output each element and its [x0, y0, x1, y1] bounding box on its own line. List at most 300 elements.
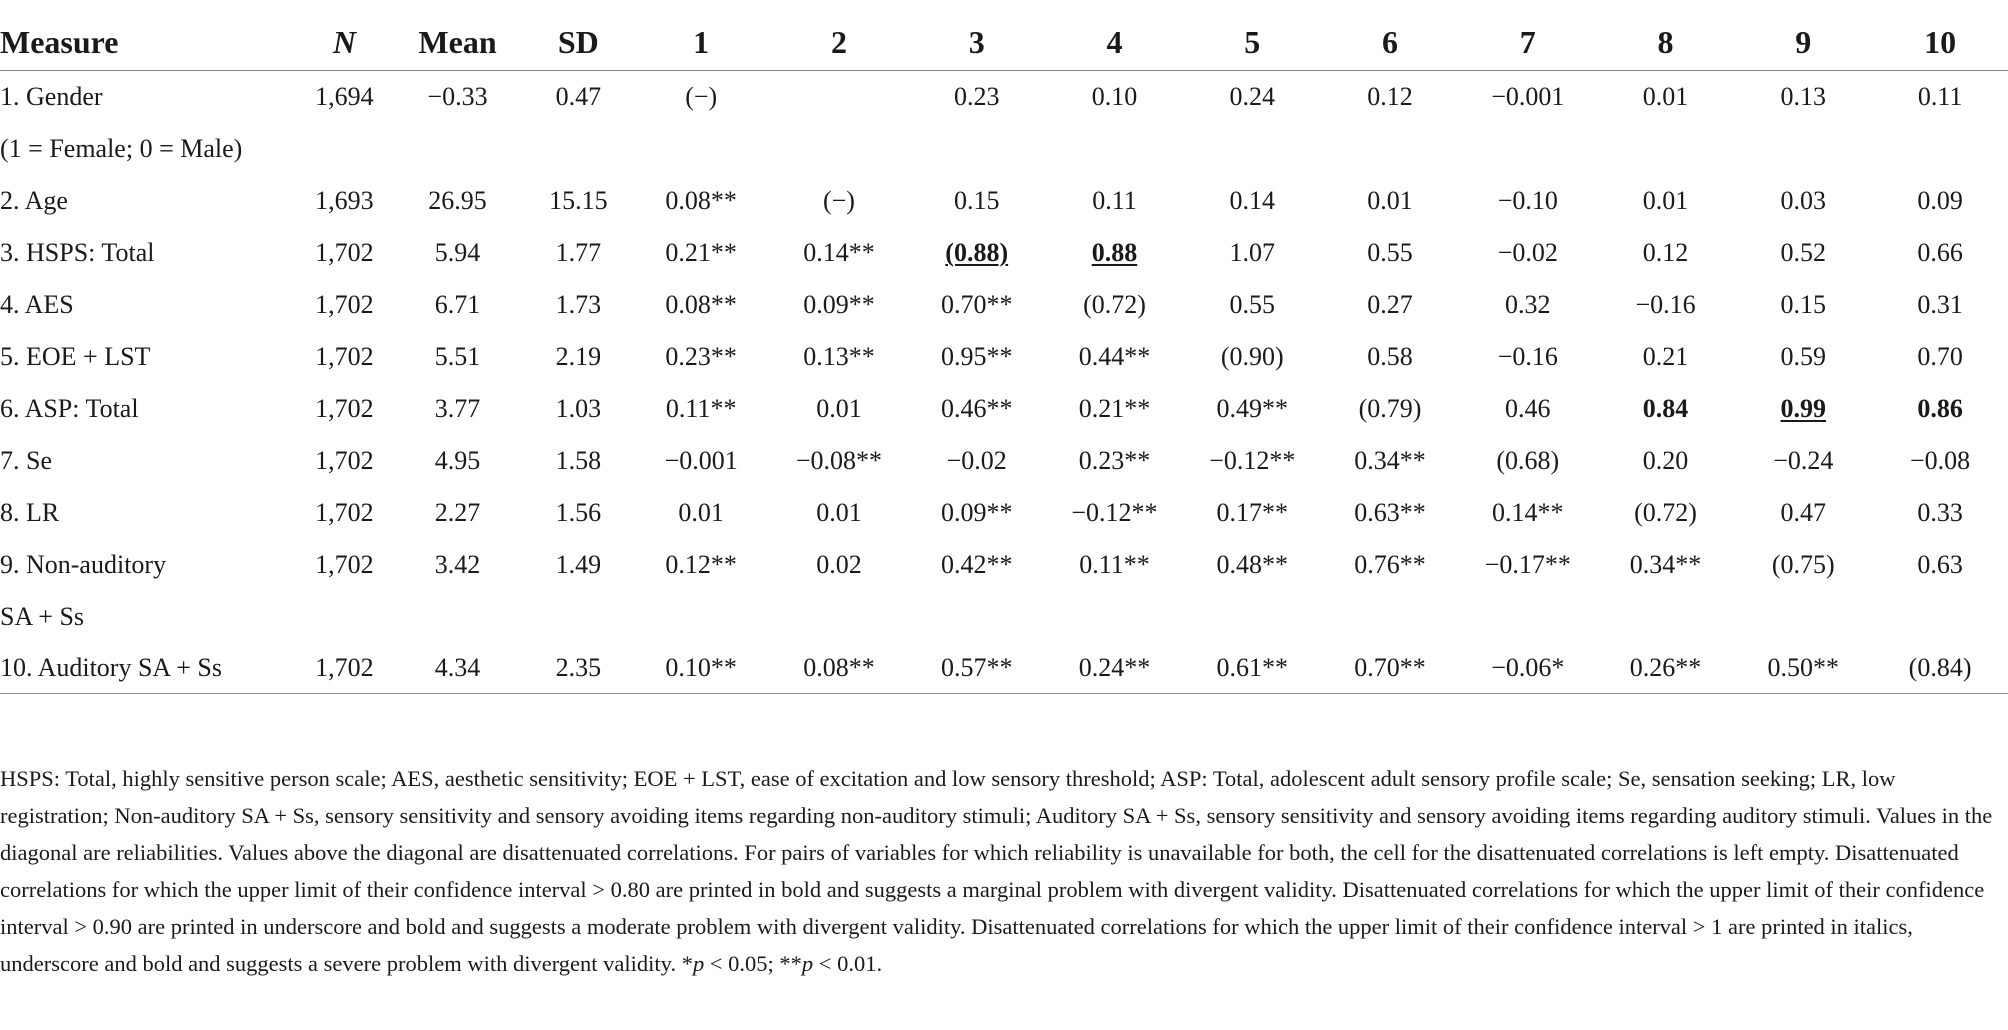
correlation-value: 0.02 — [816, 550, 862, 579]
correlation-value: 0.50** — [1767, 653, 1840, 682]
correlation-cell — [1872, 175, 2008, 227]
correlation-cell — [770, 643, 908, 694]
correlation-cell — [1459, 331, 1597, 383]
correlation-cell — [770, 331, 908, 383]
measure-cell: 6. ASP: Total — [0, 394, 139, 423]
column-header: 4 — [1046, 14, 1184, 71]
column-header: 7 — [1459, 14, 1597, 71]
measure-cell-continued: SA + Ss — [0, 602, 85, 631]
correlation-value: 0.17** — [1216, 498, 1288, 527]
correlation-cell — [1734, 383, 1872, 435]
correlation-cell — [770, 539, 908, 591]
correlation-value: −0.16 — [1635, 290, 1696, 319]
correlation-cell — [1597, 435, 1735, 487]
sig-marker: * — [681, 951, 693, 976]
p-symbol: p — [801, 951, 814, 976]
footnote-definitions: HSPS: Total, highly sensitive person scale; AES, aesthetic sensitivity; EOE + LST, ease of excitation and low sensory threshold; ASP: Total, adolescent adult sensory profile scale; Se, sensation seeking; LR, low registration; Non-auditory SA + Ss, sensory sensitivity and sensory avoiding items regarding non-auditory stimuli; Auditory SA + Ss, sensory sensitivity and sensory avoiding items regarding auditory stimuli. Values in the diagonal are reliabilities. Values above the diagonal are disattenuated correlations. For pairs of variables for which reliability is unavailable for both, the cell for the disattenuated correlations is left empty. Disattenuated correlations for which the upper limit of their confidence interval > 0.80 are printed in bold and suggests a marginal problem with divergent validity. Disattenuated correlations for which the upper limit of their confidence interval > 0.90 are printed in underscore and bold and suggests a moderate problem with divergent validity. Disattenuated correlations for which the upper limit of their confidence interval > 1 are printed in italics, underscore and bold and suggests a severe problem with divergent validity. — [0, 766, 1993, 976]
sd-cell: 1.73 — [555, 290, 602, 319]
correlation-cell — [1046, 175, 1184, 227]
correlation-value: −0.001 — [664, 446, 738, 475]
correlation-value: 0.27 — [1367, 290, 1413, 319]
correlation-cell — [632, 71, 770, 124]
correlation-cell — [1872, 643, 2008, 694]
correlation-value: 0.21 — [1642, 342, 1689, 371]
correlation-cell — [1459, 227, 1597, 279]
correlation-cell — [770, 279, 908, 331]
sd-cell: 1.77 — [555, 238, 602, 267]
correlation-cell — [632, 643, 770, 694]
empty-cell — [908, 591, 1046, 643]
empty-cell — [770, 591, 908, 643]
correlation-value: 0.08** — [665, 186, 737, 215]
p-symbol: p — [692, 951, 705, 976]
correlation-cell — [1046, 71, 1184, 124]
correlation-value: 0.10** — [665, 653, 737, 682]
correlation-cell — [1872, 435, 2008, 487]
n-cell: 1,702 — [315, 342, 374, 371]
correlation-value: 0.61** — [1216, 653, 1288, 682]
correlation-value: 0.12 — [1642, 238, 1689, 267]
sd-cell: 1.49 — [555, 550, 602, 579]
correlation-cell — [1046, 227, 1184, 279]
correlation-value: 0.84 — [1642, 394, 1689, 423]
correlation-cell — [1872, 279, 2008, 331]
correlation-value: −0.12** — [1071, 498, 1158, 527]
column-header: 9 — [1734, 14, 1872, 71]
correlation-cell — [1734, 331, 1872, 383]
sd-cell: 1.56 — [555, 498, 602, 527]
correlation-value: 0.15 — [1780, 290, 1827, 319]
sd-cell: 1.58 — [555, 446, 602, 475]
empty-cell — [1046, 591, 1184, 643]
empty-cell — [1872, 591, 2008, 643]
empty-cell — [1321, 591, 1459, 643]
correlation-cell — [1183, 227, 1321, 279]
empty-cell — [1183, 123, 1321, 175]
correlation-value: 0.55 — [1367, 238, 1413, 267]
correlation-cell — [908, 331, 1046, 383]
correlation-cell — [908, 487, 1046, 539]
correlation-value: 0.46** — [940, 394, 1013, 423]
sig-threshold: < 0.05; ** — [704, 951, 802, 976]
correlation-cell — [1046, 539, 1184, 591]
correlation-value: 0.01 — [816, 498, 862, 527]
correlation-value: 0.10 — [1091, 82, 1138, 111]
table-footnote — [0, 760, 2000, 982]
correlation-value: 0.88 — [1091, 238, 1138, 267]
n-cell: 1,702 — [315, 394, 374, 423]
correlation-cell — [1459, 643, 1597, 694]
correlation-cell — [908, 383, 1046, 435]
empty-cell — [1459, 591, 1597, 643]
table-row — [0, 123, 2008, 175]
sd-cell: 1.03 — [555, 394, 602, 423]
correlation-cell — [1872, 383, 2008, 435]
empty-cell — [632, 591, 770, 643]
n-cell: 1,702 — [315, 550, 374, 579]
table-body — [0, 71, 2008, 694]
measure-cell: 4. AES — [0, 290, 74, 319]
correlation-value: 0.66 — [1917, 238, 1963, 267]
correlation-value: 0.23** — [665, 342, 737, 371]
correlation-cell — [1734, 487, 1872, 539]
column-header: 1 — [632, 14, 770, 71]
correlation-value: (0.68) — [1496, 446, 1560, 475]
correlation-value: 0.14** — [803, 238, 875, 267]
correlation-value: (−) — [822, 186, 855, 215]
measure-cell: 1. Gender — [0, 82, 103, 111]
mean-cell: 26.95 — [428, 186, 487, 215]
correlation-cell — [1321, 279, 1459, 331]
correlation-cell — [1183, 539, 1321, 591]
correlation-cell — [1872, 331, 2008, 383]
correlation-value: −0.06* — [1491, 653, 1565, 682]
correlation-value: −0.17** — [1484, 550, 1571, 579]
correlation-value: 0.11** — [1079, 550, 1150, 579]
correlation-cell — [908, 175, 1046, 227]
correlation-cell — [1321, 539, 1459, 591]
table-row — [0, 435, 2008, 487]
correlation-cell — [908, 71, 1046, 124]
correlation-cell — [1459, 175, 1597, 227]
correlation-cell — [770, 435, 908, 487]
empty-cell — [1734, 591, 1872, 643]
mean-cell: 3.77 — [434, 394, 481, 423]
empty-cell — [298, 123, 391, 175]
correlation-cell — [1321, 331, 1459, 383]
correlation-value: 0.09 — [1917, 186, 1963, 215]
correlation-cell — [1872, 487, 2008, 539]
correlation-cell — [632, 383, 770, 435]
correlation-cell — [1046, 331, 1184, 383]
column-header: SD — [524, 14, 632, 71]
footnote-text — [0, 760, 2000, 982]
correlation-cell — [1321, 487, 1459, 539]
correlation-cell — [632, 539, 770, 591]
correlation-cell — [632, 279, 770, 331]
correlation-cell — [632, 331, 770, 383]
n-cell: 1,702 — [298, 643, 391, 694]
mean-cell: 5.94 — [434, 238, 481, 267]
correlation-cell — [1321, 227, 1459, 279]
correlation-cell — [1459, 487, 1597, 539]
correlation-value: 0.13** — [803, 342, 875, 371]
correlation-cell — [632, 487, 770, 539]
n-cell: 1,702 — [315, 446, 374, 475]
correlation-cell — [1183, 435, 1321, 487]
empty-cell — [524, 123, 632, 175]
correlation-value: 0.21** — [1078, 394, 1151, 423]
mean-cell: 5.51 — [434, 342, 481, 371]
correlation-cell — [1046, 279, 1184, 331]
correlation-value: 0.14** — [1492, 498, 1564, 527]
correlation-cell — [1597, 487, 1735, 539]
header-row — [0, 14, 2008, 71]
correlation-value: 0.59 — [1780, 342, 1827, 371]
correlation-value: 0.01 — [816, 394, 862, 423]
correlation-cell — [1321, 175, 1459, 227]
correlation-value: 0.76** — [1354, 550, 1426, 579]
correlation-value: (0.84) — [1908, 653, 1972, 682]
measure-cell: 3. HSPS: Total — [0, 238, 155, 267]
correlation-cell — [908, 435, 1046, 487]
correlation-cell — [1597, 175, 1735, 227]
correlation-value: 0.09** — [803, 290, 875, 319]
correlation-value: 0.57** — [940, 653, 1013, 682]
correlation-value: 0.70** — [940, 290, 1013, 319]
column-header: 8 — [1597, 14, 1735, 71]
correlation-value: 0.15 — [953, 186, 1000, 215]
correlation-value: 0.34** — [1354, 446, 1426, 475]
empty-cell — [1321, 123, 1459, 175]
empty-cell — [1046, 123, 1184, 175]
column-header: 2 — [770, 14, 908, 71]
correlation-cell — [1183, 487, 1321, 539]
correlation-value: 0.12 — [1367, 82, 1413, 111]
correlation-cell — [1734, 643, 1872, 694]
correlation-cell — [1597, 279, 1735, 331]
correlation-cell — [632, 227, 770, 279]
correlation-cell — [1597, 383, 1735, 435]
correlation-value: −0.08** — [795, 446, 883, 475]
correlation-value: 0.01 — [678, 498, 724, 527]
measure-cell: 10. Auditory SA + Ss — [0, 643, 298, 694]
correlation-value: 0.09** — [940, 498, 1013, 527]
correlation-value: 0.03 — [1780, 186, 1827, 215]
n-cell: 1,702 — [315, 238, 374, 267]
correlation-cell — [1046, 643, 1184, 694]
correlation-value: 1.07 — [1229, 238, 1275, 267]
correlation-cell — [1872, 71, 2008, 124]
correlation-value: 0.99 — [1780, 394, 1827, 423]
correlation-cell — [1321, 435, 1459, 487]
correlation-table — [0, 14, 2008, 694]
column-header: 6 — [1321, 14, 1459, 71]
correlation-cell — [1183, 175, 1321, 227]
empty-cell — [632, 123, 770, 175]
n-cell: 1,694 — [315, 82, 374, 111]
correlation-cell — [1872, 227, 2008, 279]
correlation-value: (−) — [685, 82, 718, 111]
correlation-cell — [1046, 487, 1184, 539]
measure-cell: 2. Age — [0, 186, 68, 215]
column-header: 5 — [1183, 14, 1321, 71]
measure-cell: 7. Se — [0, 446, 52, 475]
empty-cell — [1597, 591, 1735, 643]
correlation-cell — [1597, 643, 1735, 694]
correlation-value: 0.21** — [665, 238, 737, 267]
correlation-value: −0.001 — [1491, 82, 1565, 111]
sd-cell: 2.35 — [524, 643, 632, 694]
correlation-cell — [1597, 227, 1735, 279]
correlation-value: 0.86 — [1917, 394, 1963, 423]
correlation-value: 0.24 — [1229, 82, 1275, 111]
empty-cell — [1183, 591, 1321, 643]
correlation-cell — [770, 71, 908, 124]
correlation-cell — [1734, 279, 1872, 331]
correlation-value: 0.34** — [1629, 550, 1702, 579]
correlation-value: −0.12** — [1209, 446, 1296, 475]
empty-cell — [391, 591, 525, 643]
correlation-cell — [1046, 383, 1184, 435]
correlation-value: −0.08 — [1910, 446, 1971, 475]
table-row — [0, 643, 2008, 694]
correlation-value: 0.31 — [1917, 290, 1963, 319]
correlation-cell — [1872, 539, 2008, 591]
mean-cell: 4.34 — [391, 643, 525, 694]
correlation-cell — [770, 175, 908, 227]
correlation-value: 0.52 — [1780, 238, 1827, 267]
correlation-value: 0.70 — [1917, 342, 1963, 371]
correlation-value: 0.46 — [1505, 394, 1551, 423]
correlation-value: (0.90) — [1220, 342, 1284, 371]
correlation-cell — [1459, 539, 1597, 591]
correlation-cell — [1321, 383, 1459, 435]
table-row — [0, 279, 2008, 331]
correlation-cell — [1734, 435, 1872, 487]
empty-cell — [770, 123, 908, 175]
correlation-value: 0.12** — [665, 550, 737, 579]
mean-cell: 2.27 — [434, 498, 481, 527]
correlation-value: (0.72) — [1083, 290, 1146, 319]
correlation-value: 0.42** — [940, 550, 1013, 579]
correlation-value: 0.63** — [1354, 498, 1426, 527]
correlation-value: 0.23 — [953, 82, 1000, 111]
correlation-value: 0.20 — [1642, 446, 1689, 475]
correlation-cell — [1597, 539, 1735, 591]
correlation-value: 0.32 — [1505, 290, 1551, 319]
correlation-cell — [1046, 435, 1184, 487]
sig-threshold: < 0.01. — [813, 951, 883, 976]
table-row — [0, 331, 2008, 383]
correlation-value: 0.13 — [1780, 82, 1827, 111]
correlation-cell — [1597, 71, 1735, 124]
correlation-value: 0.58 — [1367, 342, 1413, 371]
correlation-value: 0.24** — [1078, 653, 1151, 682]
correlation-cell — [632, 435, 770, 487]
mean-cell: 6.71 — [434, 290, 481, 319]
correlation-value: −0.24 — [1773, 446, 1834, 475]
correlation-value: (0.72) — [1634, 498, 1697, 527]
empty-cell — [908, 123, 1046, 175]
correlation-value: −0.02 — [946, 446, 1007, 475]
measure-cell: 5. EOE + LST — [0, 342, 151, 371]
column-header: 3 — [908, 14, 1046, 71]
measure-cell-continued: (1 = Female; 0 = Male) — [0, 134, 243, 163]
correlation-value: 0.55 — [1229, 290, 1275, 319]
n-cell: 1,693 — [315, 186, 374, 215]
correlation-cell — [1321, 643, 1459, 694]
empty-cell — [1734, 123, 1872, 175]
mean-cell: 4.95 — [434, 446, 481, 475]
empty-cell — [1872, 123, 2008, 175]
correlation-cell — [908, 643, 1046, 694]
correlation-value: 0.14 — [1229, 186, 1275, 215]
table-row — [0, 71, 2008, 124]
correlation-value: (0.88) — [945, 238, 1009, 267]
correlation-value: 0.01 — [1367, 186, 1413, 215]
correlation-value: 0.26** — [1629, 653, 1702, 682]
empty-cell — [524, 591, 632, 643]
sd-cell: 0.47 — [555, 82, 602, 111]
mean-cell: 3.42 — [434, 550, 481, 579]
measure-cell: 8. LR — [0, 498, 60, 527]
correlation-cell — [632, 175, 770, 227]
table-row — [0, 383, 2008, 435]
table-row — [0, 539, 2008, 591]
correlation-cell — [908, 279, 1046, 331]
column-header: N — [298, 14, 391, 71]
correlation-value: 0.33 — [1917, 498, 1963, 527]
correlation-cell — [1183, 643, 1321, 694]
correlation-cell — [1734, 175, 1872, 227]
correlation-value: 0.47 — [1780, 498, 1827, 527]
correlation-value: 0.95** — [940, 342, 1013, 371]
table-row — [0, 591, 2008, 643]
correlation-cell — [1734, 539, 1872, 591]
correlation-value: −0.02 — [1497, 238, 1558, 267]
correlation-value: −0.16 — [1497, 342, 1558, 371]
table-row — [0, 175, 2008, 227]
correlation-value: −0.10 — [1497, 186, 1558, 215]
correlation-cell — [770, 383, 908, 435]
sd-cell: 2.19 — [555, 342, 602, 371]
correlation-cell — [1459, 71, 1597, 124]
correlation-value: 0.48** — [1216, 550, 1288, 579]
empty-cell — [1597, 123, 1735, 175]
correlation-cell — [770, 227, 908, 279]
correlation-value: 0.01 — [1642, 82, 1689, 111]
correlation-cell — [1321, 71, 1459, 124]
n-cell: 1,702 — [315, 498, 374, 527]
sd-cell: 15.15 — [549, 186, 608, 215]
correlation-value: (0.79) — [1358, 394, 1422, 423]
correlation-cell — [1183, 383, 1321, 435]
correlation-cell — [1459, 383, 1597, 435]
correlation-value: 0.49** — [1216, 394, 1288, 423]
column-header: Mean — [391, 14, 525, 71]
empty-cell — [298, 591, 391, 643]
correlation-cell — [1183, 71, 1321, 124]
n-cell: 1,702 — [315, 290, 374, 319]
empty-cell — [1459, 123, 1597, 175]
correlation-value: 0.11 — [1092, 186, 1137, 215]
correlation-value: (0.75) — [1771, 550, 1835, 579]
column-header: Measure — [0, 14, 298, 71]
correlation-value: 0.44** — [1078, 342, 1151, 371]
correlation-value: 0.11** — [665, 394, 737, 423]
mean-cell: −0.33 — [427, 82, 488, 111]
column-header: 10 — [1872, 14, 2008, 71]
correlation-cell — [1734, 227, 1872, 279]
correlation-cell — [1597, 331, 1735, 383]
correlation-value: 0.08** — [803, 653, 875, 682]
correlation-cell — [770, 487, 908, 539]
measure-cell: 9. Non-auditory — [0, 550, 167, 579]
table-row — [0, 227, 2008, 279]
correlation-value: 0.23** — [1078, 446, 1151, 475]
correlation-cell — [1183, 279, 1321, 331]
correlation-value: 0.11 — [1917, 82, 1963, 111]
correlation-value: 0.08** — [665, 290, 737, 319]
correlation-cell — [1459, 435, 1597, 487]
correlation-value: 0.70** — [1354, 653, 1426, 682]
correlation-cell — [1459, 279, 1597, 331]
correlation-cell — [908, 539, 1046, 591]
table-row — [0, 487, 2008, 539]
correlation-cell — [1734, 71, 1872, 124]
correlation-value: 0.01 — [1642, 186, 1689, 215]
